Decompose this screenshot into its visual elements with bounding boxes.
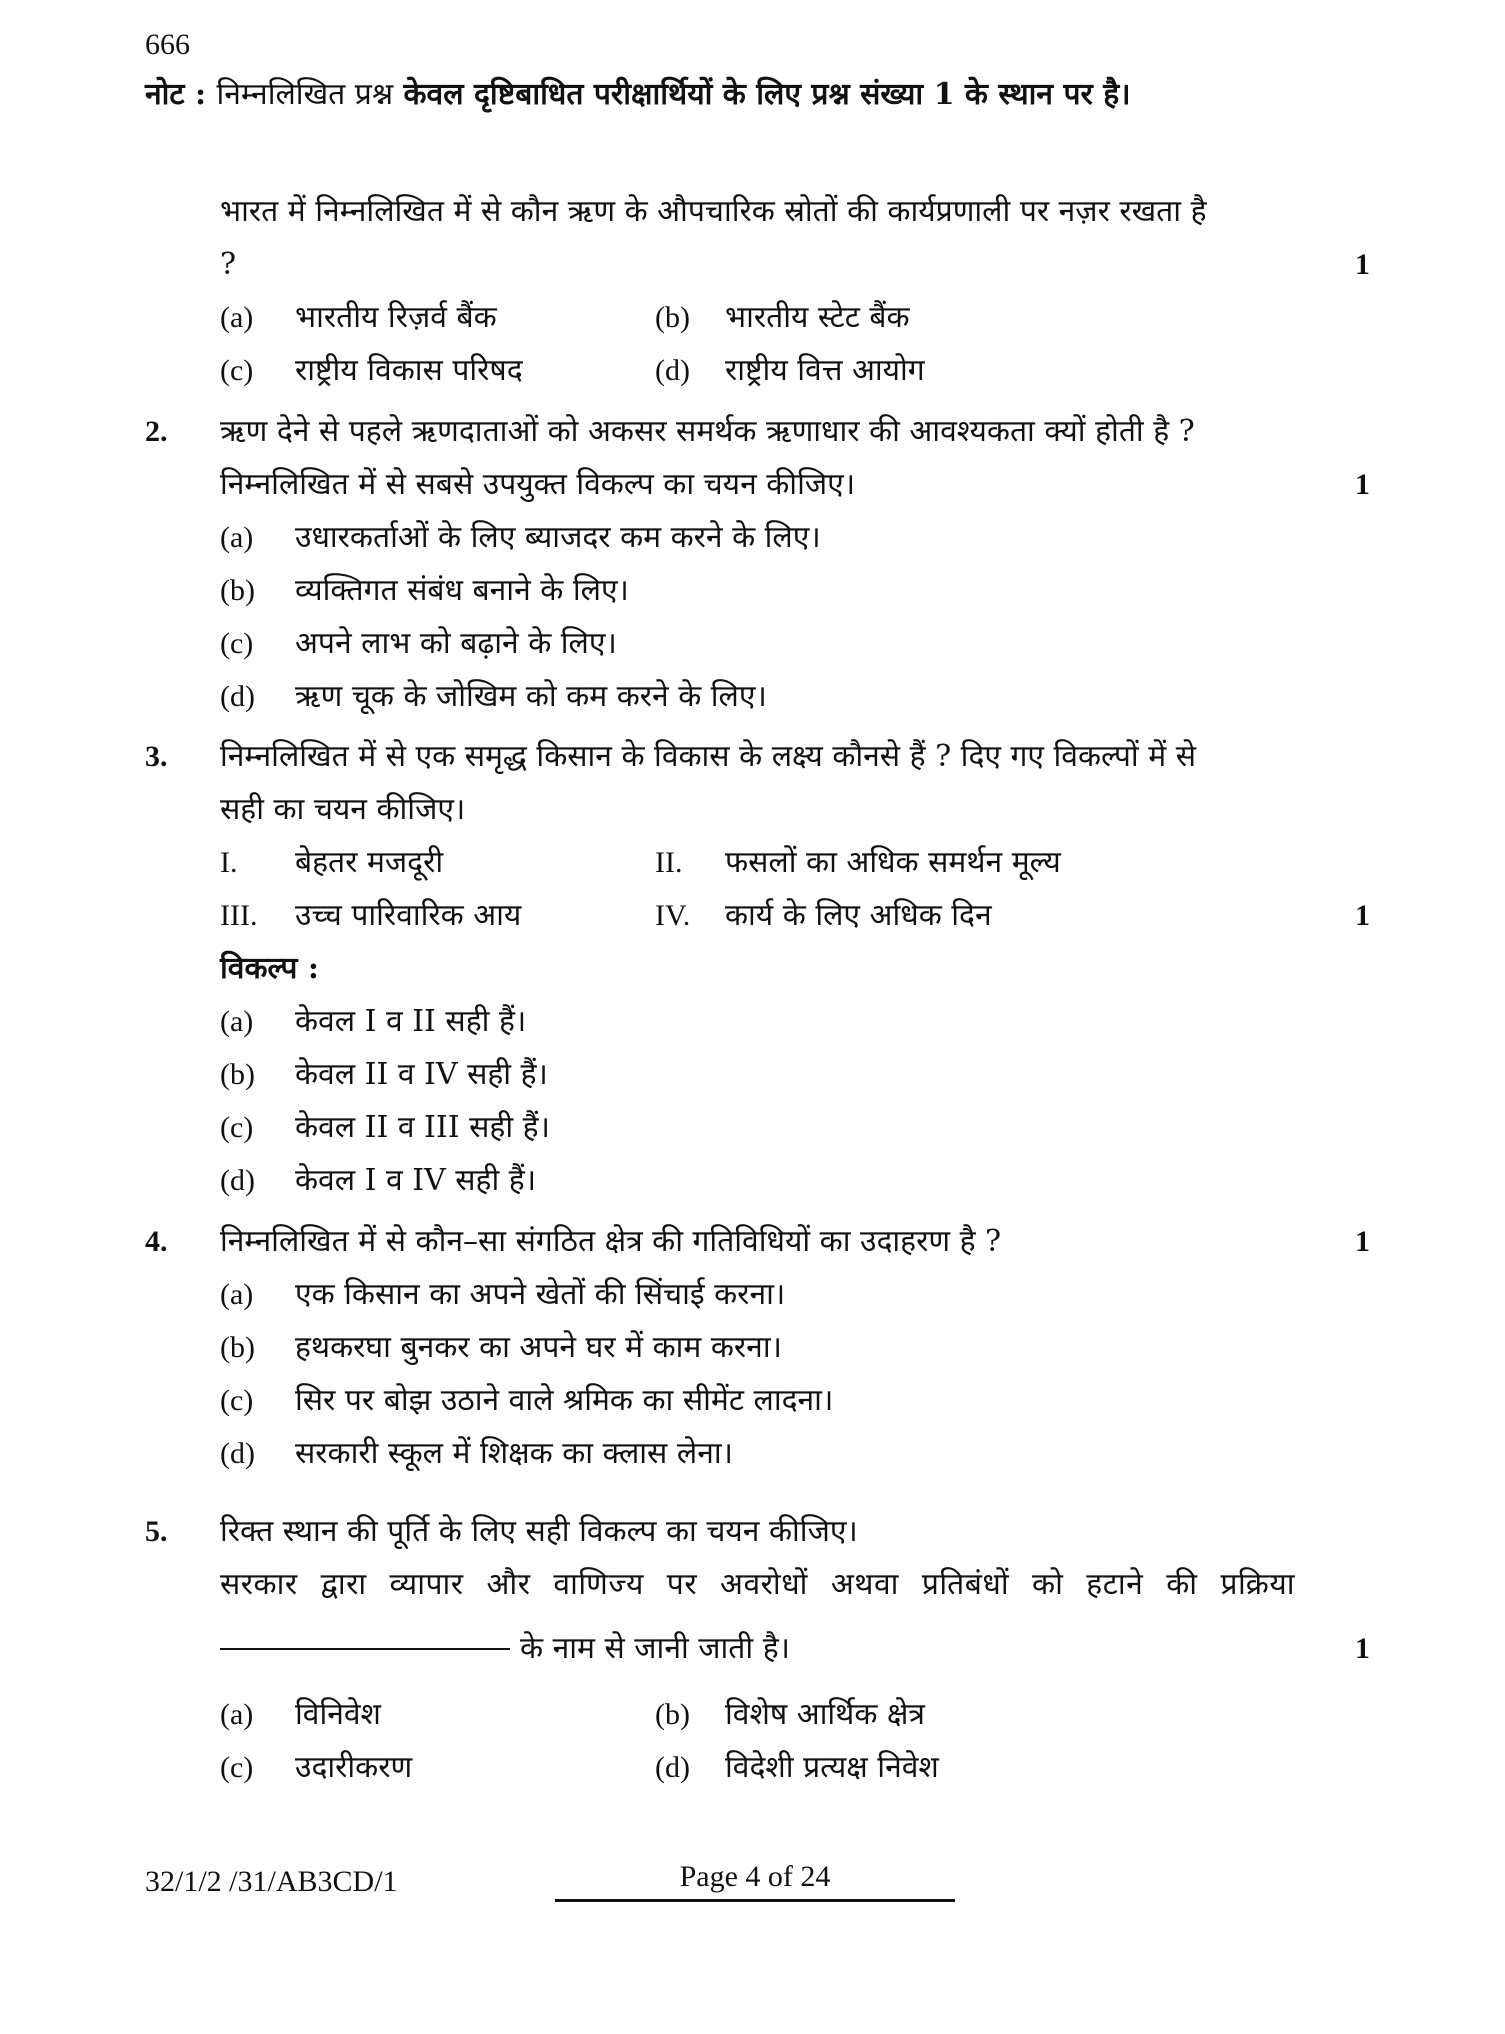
q2-option-a: (a) उधारकर्ताओं के लिए ब्याजदर कम करने के लिए। (220, 520, 821, 555)
page-indicator: Page 4 of 24 (555, 1855, 955, 1902)
question-4-text: निम्नलिखित में से कौन–सा संगठित क्षेत्र की गतिविधियों का उदाहरण है ? (220, 1224, 1002, 1259)
q2-option-d: (d) ऋण चूक के जोखिम को कम करने के लिए। (220, 679, 767, 714)
q5-option-b: (b) विशेष आर्थिक क्षेत्र (655, 1697, 925, 1732)
q5-option-a: (a) विनिवेश (220, 1697, 381, 1732)
q3-option-a: (a) केवल I व II सही हैं। (220, 1004, 527, 1039)
question-4-marks: 1 (1355, 1225, 1370, 1258)
q5-option-d: (d) विदेशी प्रत्यक्ष निवेश (655, 1750, 939, 1785)
q3-statement-3: III. उच्च पारिवारिक आय (220, 898, 522, 933)
question-2-marks: 1 (1355, 468, 1370, 501)
q4-option-c: (c) सिर पर बोझ उठाने वाले श्रमिक का सीमेंट लादना। (220, 1383, 834, 1418)
q3-options-heading: विकल्प : (220, 951, 319, 986)
question-2-number: 2. (145, 415, 168, 448)
q3-statement-4: IV. कार्य के लिए अधिक दिन (655, 898, 992, 933)
q1-option-c: (c) राष्ट्रीय विकास परिषद (220, 353, 523, 388)
q3-option-c: (c) केवल II व III सही हैं। (220, 1110, 550, 1145)
q5-option-c: (c) उदारीकरण (220, 1750, 413, 1785)
note-prefix: नोट : (145, 77, 207, 112)
q1-option-d: (d) राष्ट्रीय वित्त आयोग (655, 353, 925, 388)
q2-option-c: (c) अपने लाभ को बढ़ाने के लिए। (220, 626, 617, 661)
question-4-number: 4. (145, 1225, 168, 1258)
note-text-plain: निम्नलिखित प्रश्न (216, 77, 394, 112)
paper-code: 32/1/2 /31/AB3CD/1 (145, 1865, 398, 1898)
q2-option-b: (b) व्यक्तिगत संबंध बनाने के लिए। (220, 573, 629, 608)
fill-in-blank (220, 1648, 510, 1650)
question-2-text: ऋण देने से पहले ऋणदाताओं को अकसर समर्थक ऋणाधार की आवश्यकता क्यों होती है ? निम्नलिखित में से सबसे उपयुक्त विकल्प का चयन कीजिए। (220, 414, 1195, 502)
q3-statement-1: I. बेहतर मजदूरी (220, 845, 444, 880)
q1-option-b: (b) भारतीय स्टेट बैंक (655, 300, 910, 335)
q3-option-d: (d) केवल I व IV सही हैं। (220, 1163, 537, 1198)
question-5-number: 5. (145, 1515, 168, 1548)
question-5-text: रिक्त स्थान की पूर्ति के लिए सही विकल्प का चयन कीजिए। (220, 1514, 858, 1549)
q4-option-d: (d) सरकारी स्कूल में शिक्षक का क्लास लेना। (220, 1436, 734, 1471)
note-text-bold: केवल दृष्टिबाधित परीक्षार्थियों के लिए प्रश्न संख्या 1 के स्थान पर है। (403, 77, 1131, 112)
page-number: 666 (145, 28, 190, 61)
question-5-line1: सरकार द्वारा व्यापार और वाणिज्य पर अवरोधों अथवा प्रतिबंधों को हटाने की प्रक्रिया (220, 1567, 1295, 1602)
question-3-marks: 1 (1355, 899, 1370, 932)
q4-option-a: (a) एक किसान का अपने खेतों की सिंचाई करना। (220, 1277, 786, 1312)
question-3-text: निम्नलिखित में से एक समृद्ध किसान के विकास के लक्ष्य कौनसे हैं ? दिए गए विकल्पों में से सही का चयन कीजिए। (220, 739, 1196, 827)
q3-statement-2: II. फसलों का अधिक समर्थन मूल्य (655, 845, 1061, 880)
question-1-text: भारत में निम्नलिखित में से कौन ऋण के औपचारिक स्रोतों की कार्यप्रणाली पर नज़र रखता है ? (220, 194, 1207, 282)
question-5-marks: 1 (1355, 1632, 1370, 1665)
question-3-number: 3. (145, 740, 168, 773)
question-1-marks: 1 (1355, 248, 1370, 281)
q3-option-b: (b) केवल II व IV सही हैं। (220, 1057, 548, 1092)
question-5-line2: के नाम से जानी जाती है। (220, 1622, 1220, 1675)
q1-option-a: (a) भारतीय रिज़र्व बैंक (220, 300, 497, 335)
q4-option-b: (b) हथकरघा बुनकर का अपने घर में काम करना। (220, 1330, 782, 1365)
note (145, 68, 1275, 121)
